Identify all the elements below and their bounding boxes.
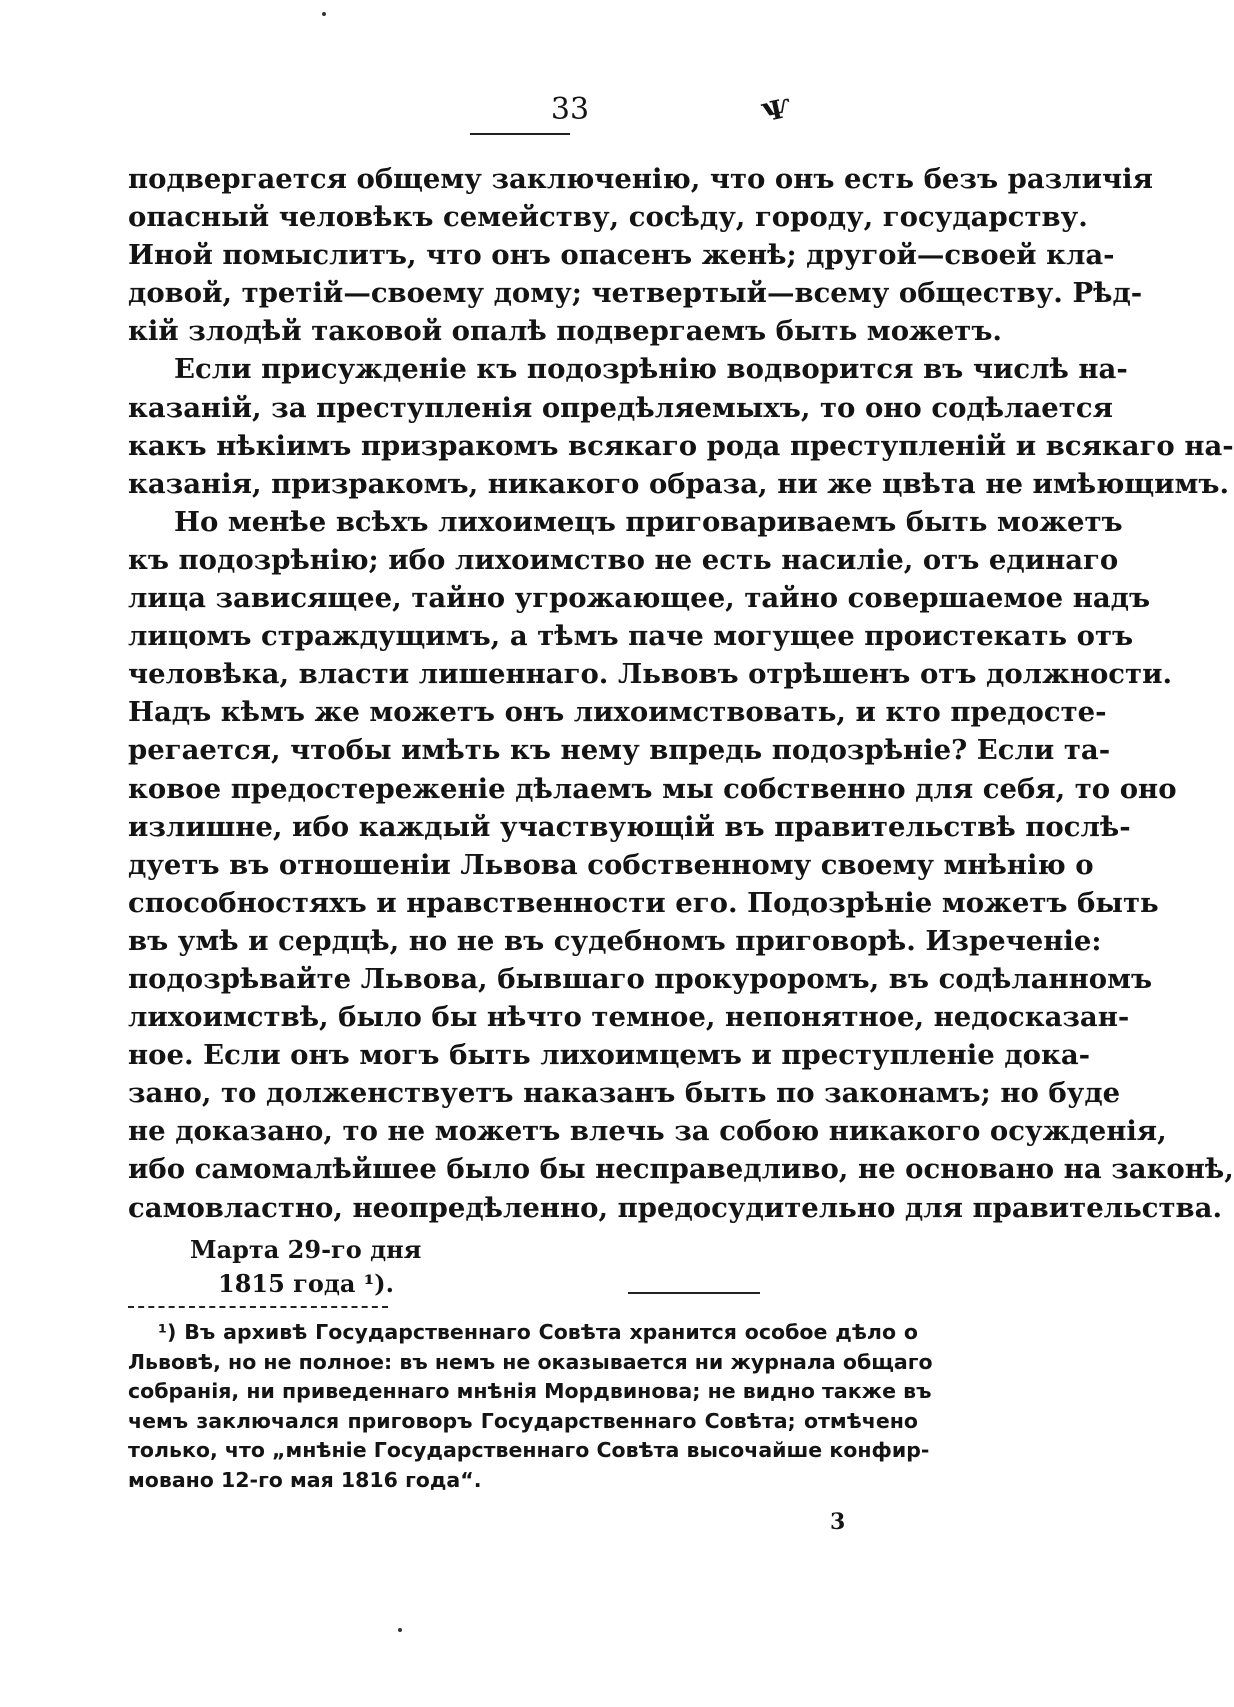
text-line: какъ нѣкіимъ призракомъ всякаго рода преступленій и всякаго на- (128, 429, 1234, 462)
text-line: самовластно, неопредѣленно, предосудительно для правительства. (128, 1191, 1223, 1224)
text-line: въ умѣ и сердцѣ, но не въ судебномъ приговорѣ. Изреченіе: (128, 924, 1102, 957)
text-line: Надъ кѣмъ же можетъ онъ лихоимствовать, и кто предосте- (128, 696, 1107, 729)
footnote-line: Львовѣ, но не полное: въ немъ не оказывается ни журнала общаго (128, 1349, 933, 1374)
text-line: человѣка, власти лишеннаго. Львовъ отрѣшенъ отъ должности. (128, 658, 1173, 691)
text-line: не доказано, то не можетъ влечь за собою никакого осужденія, (128, 1115, 1167, 1148)
text-line: дуетъ въ отношеніи Львова собственному своему мнѣнію о (128, 848, 1094, 881)
text-line: лица зависящее, тайно угрожающее, тайно совершаемое надъ (128, 582, 1151, 615)
text-line: лихоимствѣ, было бы нѣчто темное, непонятное, недосказан- (128, 1001, 1130, 1034)
text-line: Иной помыслитъ, что онъ опасенъ женѣ; другой—своей кла- (128, 239, 1115, 272)
text-line: подозрѣвайте Львова, бывшаго прокуроромъ, въ содѣланномъ (128, 962, 1153, 995)
end-rule (628, 1292, 760, 1294)
text-line: зано, то долженствуетъ наказанъ быть по законамъ; но буде (128, 1077, 1121, 1110)
page-number: 33 (550, 92, 590, 127)
footnote (128, 1318, 933, 1495)
header-rule (470, 133, 570, 135)
text-line: казанія, призракомъ, никакого образа, ни же цвѣта не имѣющимъ. (128, 467, 1230, 500)
text-line: ное. Если онъ могъ быть лихоимцемъ и преступленіе дока- (128, 1039, 1091, 1072)
date-line: Марта 29-го дня (190, 1235, 422, 1264)
text-line: Но менѣе всѣхъ лихоимецъ приговариваемъ быть можетъ (174, 505, 1123, 538)
scan-speck (322, 12, 326, 16)
text-line: Если присужденіе къ подозрѣнію водворится въ числѣ на- (174, 353, 1128, 386)
text-line: довой, третій—своему дому; четвертый—всему обществу. Рѣд- (128, 277, 1143, 310)
footnote-line: чемъ заключался приговоръ Государственнаго Совѣта; отмѣчено (128, 1408, 918, 1433)
scan-speck (398, 1628, 402, 1632)
text-line: къ подозрѣнію; ибо лихоимство не есть насиліе, отъ единаго (128, 543, 1119, 576)
date-line: 1815 года ¹). (218, 1269, 394, 1298)
page-corner-mark: Ѱ (759, 93, 794, 129)
text-line: ибо самомалѣйшее было бы несправедливо, не основано на законѣ, (128, 1153, 1234, 1186)
main-text (128, 160, 1234, 1227)
footnote-line: собранія, ни приведеннаго мнѣнія Мордвинова; не видно также въ (128, 1379, 932, 1403)
text-line: казаній, за преступленія опредѣляемыхъ, то оно содѣлается (128, 391, 1113, 424)
footnote-line: мовано 12-го мая 1816 года“. (128, 1467, 482, 1492)
text-line: лицомъ страждущимъ, а тѣмъ паче могущее проистекать отъ (128, 620, 1134, 653)
text-line: подвергается общему заключенію, что онъ есть безъ различія (128, 163, 1153, 195)
footnote-line: ¹) Въ архивѣ Государственнаго Совѣта хранится особое дѣло о (158, 1320, 918, 1344)
text-line: кій злодѣй таковой опалѣ подвергаемъ быть можетъ. (128, 315, 1003, 348)
footnote-rule (128, 1306, 388, 1308)
document-date (190, 1233, 421, 1301)
text-line: ковое предостереженіе дѣлаемъ мы собственно для себя, то оно (128, 772, 1177, 805)
text-line: опасный человѣкъ семейству, сосѣду, городу, государству. (128, 201, 1088, 234)
signature-mark: 3 (830, 1509, 846, 1535)
text-line: регается, чтобы имѣть къ нему впредь подозрѣніе? Если та- (128, 734, 1111, 767)
text-line: способностяхъ и нравственности его. Подозрѣніе можетъ быть (128, 886, 1159, 919)
footnote-line: только, что „мнѣніе Государственнаго Совѣта высочайше конфир- (128, 1438, 930, 1462)
text-line: излишне, ибо каждый участвующій въ правительствѣ послѣ- (128, 810, 1131, 843)
